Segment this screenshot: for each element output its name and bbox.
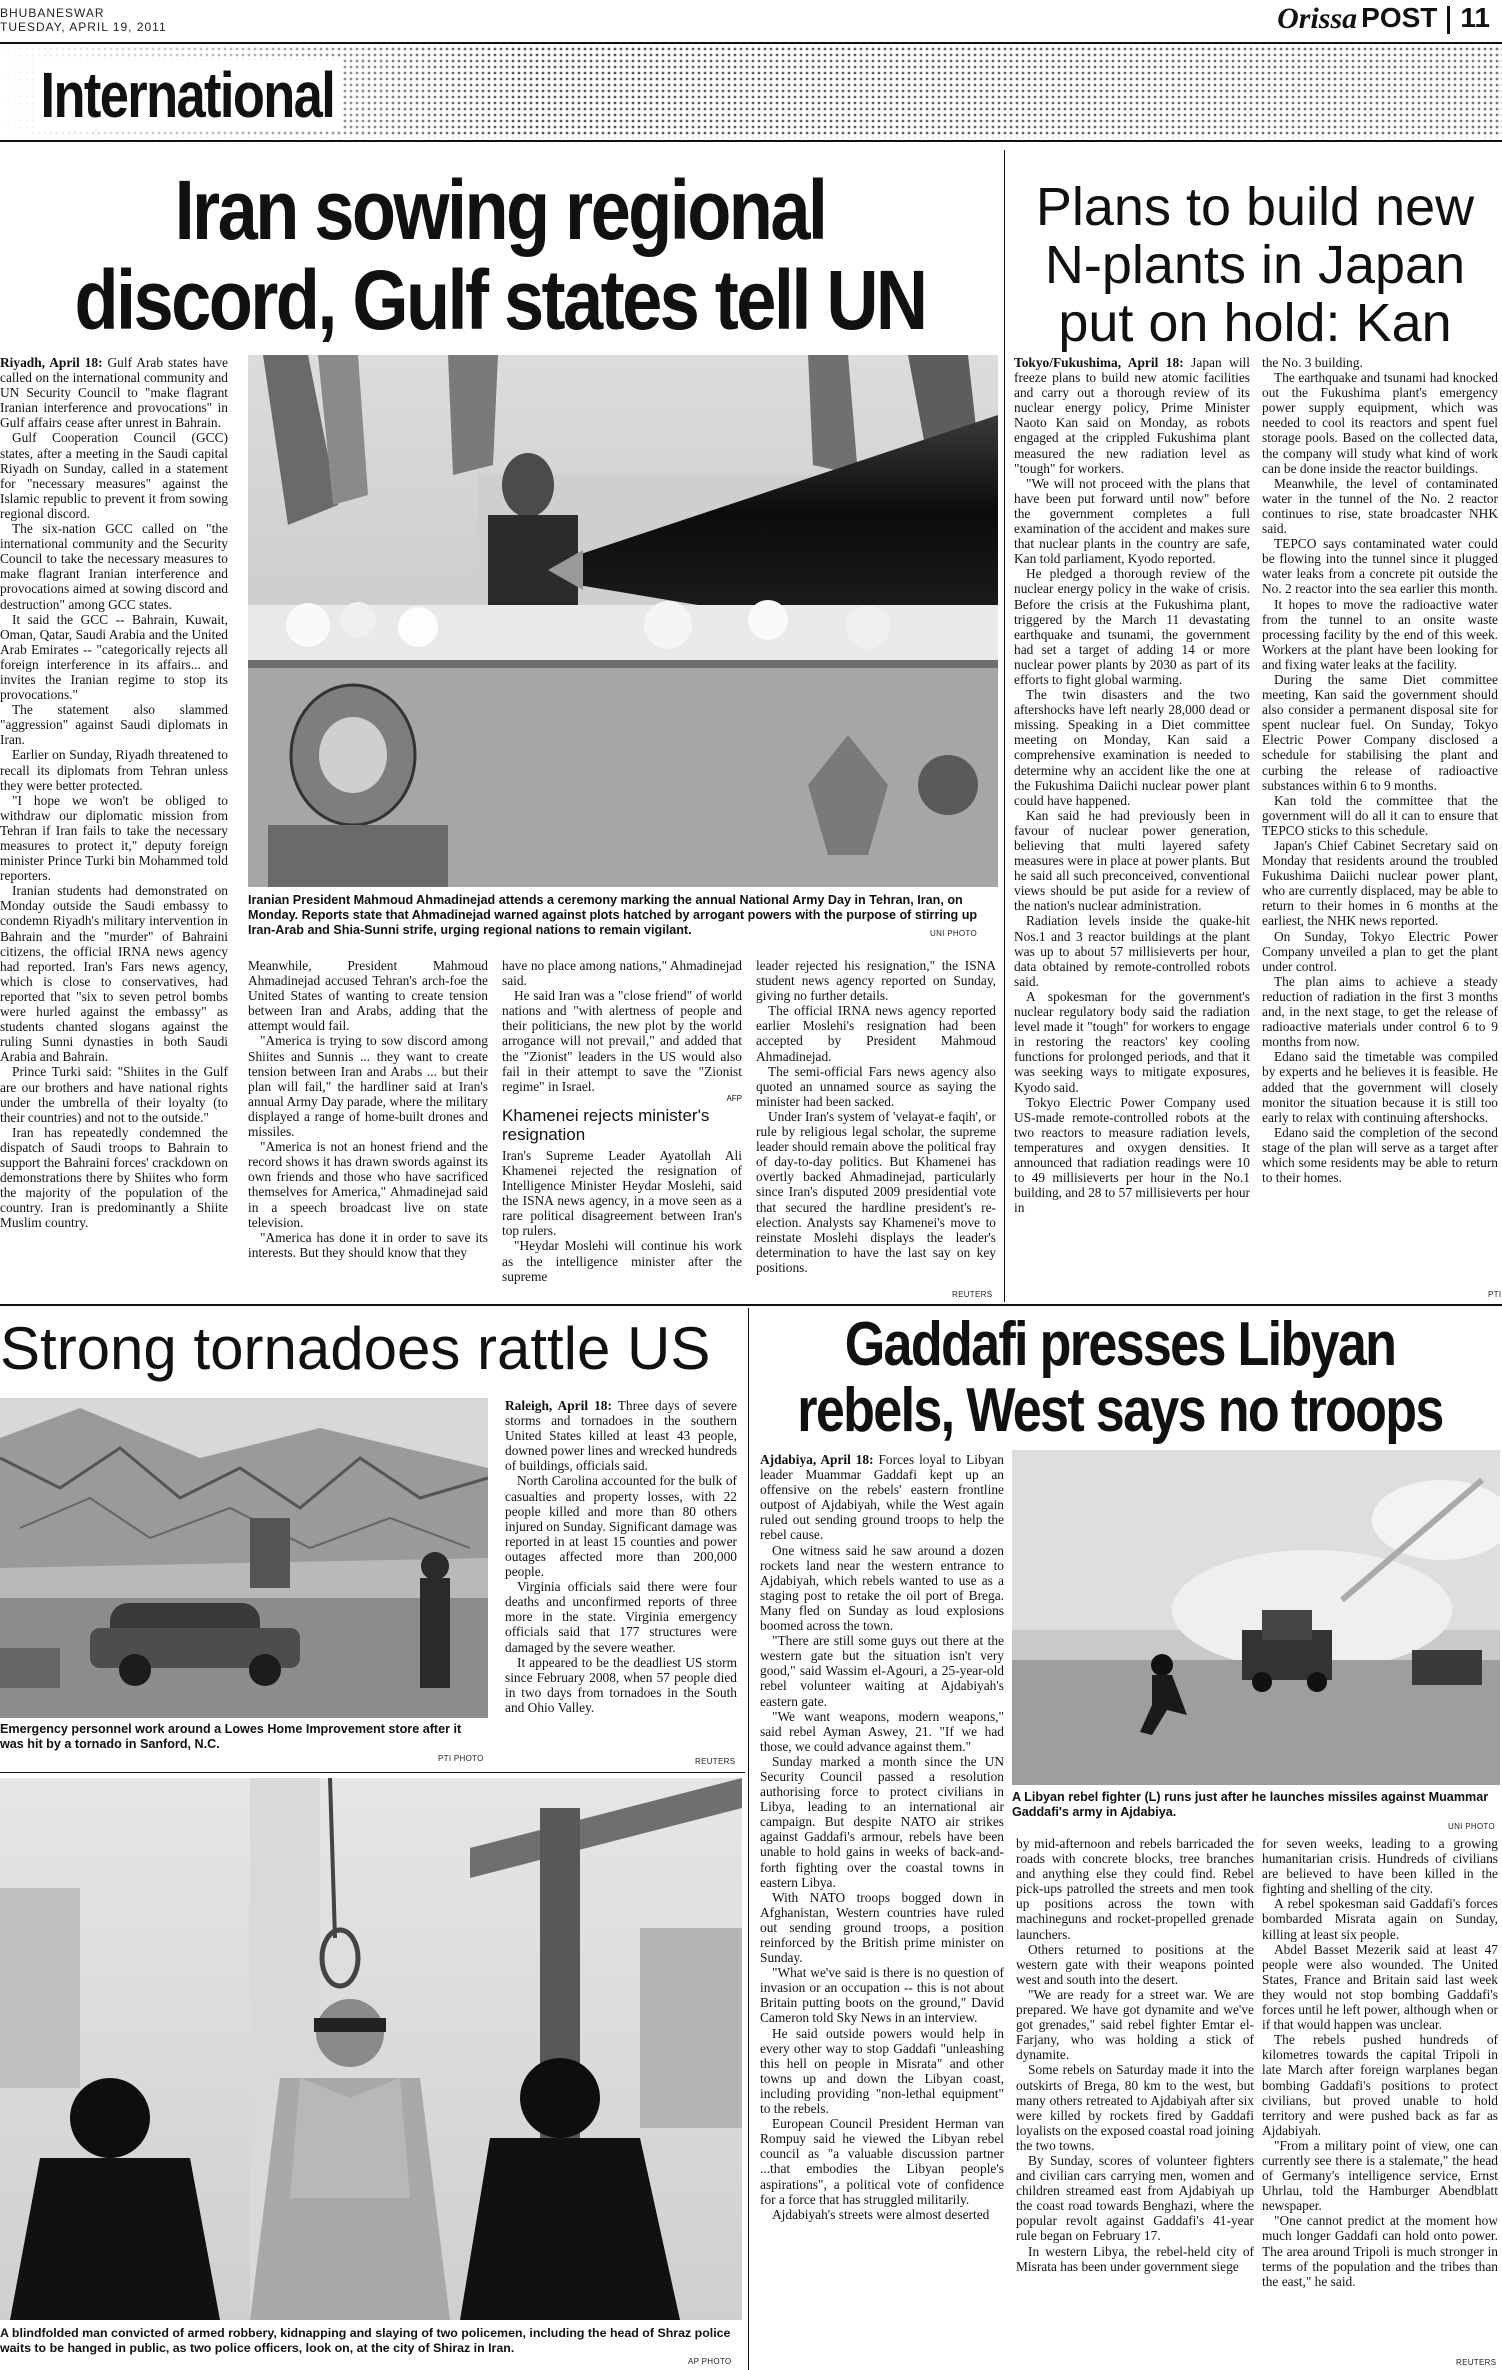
iran-paragraph: The statement also slammed "aggression" against Saudi diplomats in Iran.: [0, 702, 228, 748]
iran-paragraph: "America is not an honest friend and the record shows it has drawn swords against its own friends and those who have sacrificed themselves for America," Ahmadinejad said in a speech broadcast live on state television.: [248, 1139, 488, 1230]
libya-paragraph: "One cannot predict at the moment how much longer Gaddafi can hold onto power. The area around Tripoli is much stronger in terms of the population and the tribes than the east," he said.: [1262, 2213, 1498, 2289]
tornado-photo: [0, 1398, 488, 1718]
libya-paragraph: by mid-afternoon and rebels barricaded the roads with concrete blocks, tree branches and anything else they could find. Rebel pick-ups patrolled the streets and men took up positions across the town with machineguns and rocket-propelled grenade launchers.: [1016, 1836, 1254, 1942]
japan-headline-line2: N-plants in Japan: [1044, 235, 1466, 295]
tornado-paragraph: It appeared to be the deadliest US storm since February 2008, when 57 people died in two days from tornadoes in the South and Ohio Valley.: [505, 1654, 737, 1715]
dateline-city: BHUBANESWAR: [0, 6, 105, 20]
iran-paragraph: Earlier on Sunday, Riyadh threatened to recall its diplomats from Tehran unless they were better protected.: [0, 747, 228, 793]
tornado-headline: Strong tornadoes rattle US: [0, 1315, 711, 1382]
libya-paragraph: Ajdabiyah's streets were almost deserted: [772, 2206, 990, 2222]
iran-paragraph: Iran has repeatedly condemned the dispatch of Saudi troops to Bahrain to support the Bahraini forces' crackdown on demonstrations there by Shiites who form the majority of the population of the country. Iran is predominantly a Shiite Muslim country.: [0, 1124, 228, 1231]
iran-paragraph: Gulf Cooperation Council (GCC) states, after a meeting in the Saudi capital Riyadh on Sunday, called in a statement for "necessary measures" against the Islamic republic to prevent it from sowing regional discord.: [0, 430, 228, 521]
libya-paragraph: "From a military point of view, one can currently see there is a stalemate," the head of Germany's intelligence service, Ernst Uhrlau, told the Hamburger Abendblatt newspaper.: [1262, 2137, 1498, 2214]
tornado-paragraph: Virginia officials said there were four deaths and unconfirmed reports of three more in the state. Virginia emergency officials said that 177 structures were damaged by the severe weather.: [505, 1579, 737, 1655]
libya-headline-line2: rebels, West says no troops: [797, 1376, 1443, 1445]
hanging-photo-credit: AP PHOTO: [688, 2357, 732, 2366]
japan-column-2: [1262, 355, 1498, 1300]
paper-brand: [1277, 2, 1490, 42]
libya-paragraph: With NATO troops bogged down in Afghanistan, Western countries have ruled out sending ground troops, a position reinforced by the British prime minister on Sunday.: [760, 1889, 1004, 1966]
iran-paragraph: The official IRNA news agency reported earlier Moslehi's resignation had been accepted by President Mahmoud Ahmadinejad.: [756, 1003, 996, 1064]
libya-paragraph: He said outside powers would help in every other way to stop Gaddafi "unleashing this hell on people in Misrata" and other towns up and down the Libyan coast, including providing "non-lethal equipment" to the rebels.: [760, 2025, 1004, 2117]
iran-column-2: [248, 958, 488, 1300]
iran-subhead: Khamenei rejects minister's resignation: [502, 1105, 710, 1144]
libya-paragraph: "There are still some guys out there at the western gate but the situation isn't very good," said Wassim el-Agouri, a 25-year-old rebel volunteer waiting at Ajdabiyah's eastern gate.: [760, 1633, 1004, 1709]
tornado-column: [505, 1398, 737, 1768]
iran-paragraph: Prince Turki said: "Shiites in the Gulf are our brothers and have national rights under the umbrella of their loyalty (to their countries) and not to the outside.": [0, 1064, 228, 1125]
tornado-paragraph: North Carolina accounted for the bulk of casualties and property losses, with 22 people killed and more than 80 others injured on Sunday. Significant damage was reported in at least 15 counties and power outages affected more than 200,000 people.: [505, 1473, 737, 1580]
hanging-photo-caption: A blindfolded man convicted of armed robbery, kidnapping and slaying of two policemen, including the head of Shraz police waits to be hanged in public, as two police officers, look on, at the city of Shiraz in Iran.: [0, 2326, 731, 2355]
libya-paragraph: "We want weapons, modern weapons," said rebel Ayman Aswey, 21. "If we had those, we could advance against them.": [760, 1708, 1004, 1754]
iran-paragraph: "America has done it in order to save its interests. But they should know that they: [248, 1229, 488, 1260]
iran-photo-credit: UNI PHOTO: [930, 929, 978, 938]
iran-paragraph: Under Iran's system of 'velayat-e faqih', or rule by religious legal scholar, the supreme leader should remain above the political fray of day-to-day politics. But Khamenei has overtly backed Ahmadinejad, particularly since Iran's disputed 2009 presidential vote that secured the hardline president's re-election. Analysts say Khamenei's move to reinstate Moslehi displays the leader's determination to have the last say on key positions.: [756, 1108, 996, 1275]
libya-paragraph: In western Libya, the rebel-held city of Misrata has been under government siege: [1016, 2243, 1254, 2274]
japan-column-1: [1014, 355, 1250, 1300]
libya-column-3: [1262, 1836, 1498, 2368]
libya-dateline: Ajdabiya, April 18:: [760, 1452, 874, 1467]
libya-paragraph: for seven weeks, leading to a growing humanitarian crisis. Hundreds of civilians are believed to have been killed in the fighting and shelling of the city.: [1262, 1836, 1498, 1897]
iran-paragraph: "America is trying to sow discord among Shiites and Sunnis ... they want to create tension between Iran and Arabs ... but their plan will fail," the hardliner said at Iran's annual Army Day parade, where the military displayed a range of home-built drones and missiles.: [248, 1033, 488, 1140]
page-number: 11: [1460, 2, 1490, 33]
libya-headline-line1: Gaddafi presses Libyan: [844, 1310, 1396, 1379]
paper-name-post: POST: [1361, 2, 1438, 33]
iran-paragraph: Iran's Supreme Leader Ayatollah Ali Khamenei rejected the resignation of Intelligence Minister Heydar Moslehi, said the ISNA news agency, in a move seen as a rare political disagreement between Iran's top rulers.: [502, 1147, 742, 1239]
japan-paragraph: Radiation levels inside the quake-hit Nos.1 and 3 reactor buildings at the plant was up to about 57 millisieverts per hour, data obtained by remote-controlled robots said.: [1014, 913, 1250, 989]
iran-paragraph: He said Iran was a "close friend" of world nations and "with alertness of people and their politicians, the new plot by the world arrogance will not prevail," and added that the "Zionist" leaders in the US would also fail in their attempt to save the "Zionist regime" in Israel.: [502, 988, 742, 1094]
iran-afp-credit: AFP: [726, 1093, 742, 1103]
iran-paragraph: have no place among nations," Ahmadinejad said.: [502, 958, 742, 989]
tornado-paragraph: Three days of severe storms and tornadoes in the southern United States killed at least 43 people, downed power lines and wrecked hundreds of buildings, officials said.: [505, 1398, 737, 1474]
libya-photo-caption: A Libyan rebel fighter (L) runs just after he launches missiles against Muammar Gaddafi's army in Ajdabiya.: [1012, 1790, 1489, 1819]
libya-column-1: [760, 1452, 1004, 2368]
japan-paragraph: It hopes to move the radioactive water from the tunnel to an onsite waste processing facility by the end of this week. Workers at the plant have been looking for and fixing water leaks at the facility.: [1262, 596, 1498, 672]
japan-paragraph: A spokesman for the government's nuclear regulatory body said the radiation level made it "tough" for workers to engage in restoring the reactors' key cooling functions for prolonged periods, and that it was seeking ways to mitigate exposures, Kyodo said.: [1014, 988, 1250, 1095]
dateline-date: TUESDAY, APRIL 19, 2011: [0, 20, 167, 34]
libya-paragraph: European Council President Herman van Rompuy said he viewed the Libyan rebel council as "a valuable discussion partner ...that embodies the Libyan people's aspirations", a political vote of confidence for a force that has struggled militarily.: [760, 2116, 1004, 2207]
iran-column-1: [0, 355, 228, 1300]
libya-paragraph: Sunday marked a month since the UN Security Council passed a resolution authorising force to protect civilians in Libya, leading to an international air campaign. But despite NATO air strikes against Gaddafi's armour, rebels have been unable to hold gains in weeks of back-and-forth fighting over the coastal towns in eastern Libya.: [760, 1753, 1004, 1890]
japan-paragraph: The twin disasters and the two aftershocks have left nearly 28,000 dead or missing. Speaking in a Diet committee meeting on Monday, Kan said a comprehensive examination is needed to determine why an accident like the one at the Fukushima Daiichi nuclear power plant could have happened.: [1014, 687, 1250, 808]
japan-paragraph: the No. 3 building.: [1262, 355, 1363, 370]
tornado-photo-caption: Emergency personnel work around a Lowes Home Improvement store after it was hit by a tornado in Sanford, N.C.: [0, 1722, 462, 1751]
japan-paragraph: Tokyo Electric Power Company used US-made remote-controlled robots at the two reactors to measure radiation levels, temperatures and oxygen densities. It announced that radiation readings were 10 to 49 millisieverts per hour in the No.1 building, and 28 to 57 millisieverts per hour in: [1014, 1094, 1250, 1216]
iran-paragraph: Gulf Arab states have called on the international community and UN Security Council to "make flagrant Iranian interference and provocations" in Gulf affairs cease after unrest in Bahrain.: [0, 355, 228, 431]
japan-paragraph: During the same Diet committee meeting, Kan said the government should also consider a permanent disposal site for spent nuclear fuel. On Sunday, Tokyo Electric Power Company disclosed a schedule for stabilising the plant and curbing the release of radioactive substances within 6 to 9 months.: [1262, 671, 1498, 793]
tornado-photo-credit: PTI PHOTO: [438, 1754, 484, 1763]
iran-paragraph: leader rejected his resignation," the ISNA student news agency reported on Sunday, giving no further details.: [756, 958, 996, 1004]
libya-credit: REUTERS: [1456, 2358, 1497, 2367]
japan-paragraph: Japan's Chief Cabinet Secretary said on Monday that residents around the troubled Fukushima Daiichi nuclear power plant, who are currently displaced, may be able to return to their homes in 6 months at the earliest, the NHK news reported.: [1262, 838, 1498, 929]
iran-dateline: Riyadh, April 18:: [0, 355, 103, 370]
iran-paragraph: Meanwhile, President Mahmoud Ahmadinejad accused Tehran's arch-foe the United States of wanting to create tension between Iran and Arabs, adding that the attempt would fail.: [248, 958, 488, 1034]
iran-column-4: [756, 958, 996, 1300]
iran-paragraph: The semi-official Fars news agency also quoted an unnamed source as saying the minister had been sacked.: [756, 1063, 996, 1109]
iran-column-3: [502, 958, 742, 1300]
iran-photo-caption: Iranian President Mahmoud Ahmadinejad attends a ceremony marking the annual National Army Day in Tehran, Iran, on Monday. Reports state that Ahmadinejad warned against plots hatched by arrogant powers with the purpose of stirring up Iran-Arab and Shia-Sunni strife, urging regional nations to remain vigilant.: [248, 893, 978, 937]
japan-paragraph: On Sunday, Tokyo Electric Power Company unveiled a plan to get the plant under control.: [1262, 928, 1498, 974]
iran-photo: [248, 355, 998, 887]
libya-photo-credit: UNI PHOTO: [1448, 1822, 1496, 1831]
iran-headline-line1: Iran sowing regional: [174, 163, 826, 257]
libya-photo: [1012, 1450, 1500, 1785]
japan-headline-line1: Plans to build new: [1035, 177, 1475, 237]
libya-column-2: [1016, 1836, 1254, 2368]
libya-paragraph: One witness said he saw around a dozen rockets land near the western entrance to Ajdabiyah, which rebels wanted to use as a staging post to retake the oil port of Brega. Many fled on Sunday as loud explosions boomed across the town.: [760, 1542, 1004, 1634]
japan-paragraph: "We will not proceed with the plans that have been put forward until now" before the government completes a full examination of the accident and makes sure that nuclear plants in the country are safe, Kan told parliament, Kyodo reported.: [1014, 475, 1250, 567]
iran-paragraph: Iranian students had demonstrated on Monday outside the Saudi embassy to condemn Riyadh's military intervention in Bahrain and the "murder" of Bahraini citizens, the official IRNA news agency had reported. Iran's Fars news agency, which is close to conservatives, had reported that "six to seven petrol bombs were hurled against the embassy" as students chanted slogans against the ruling Sunni dynasties in both Saudi Arabia and Bahrain.: [0, 883, 228, 1065]
libya-paragraph: "We are ready for a street war. We are prepared. We have got dynamite and we've got grenades," said rebel fighter Emtar el-Farjany, who was holding a stick of dynamite.: [1016, 1986, 1254, 2063]
libya-paragraph: Abdel Basset Mezerik said at least 47 people were also wounded. The United States, France and Britain said last week they would not stop bombing Gaddafi's forces until he left power, although when or if that would happen was unclear.: [1262, 1941, 1498, 2033]
section-title: International: [34, 60, 341, 130]
japan-paragraph: Japan will freeze plans to build new atomic facilities and carry out a thorough review of its nuclear energy policy, Prime Minister Naoto Kan said on Monday, as robots engaged at the crippled Fukushima plant measured the new radiation level as "tough" for workers.: [1014, 355, 1250, 476]
japan-paragraph: The earthquake and tsunami had knocked out the Fukushima plant's emergency power supply equipment, which was needed to cool its reactors and spent fuel storage pools. Based on the collected data, the company will study what kind of work can be done inside the reactor buildings.: [1262, 370, 1498, 476]
libya-paragraph: By Sunday, scores of volunteer fighters and civilian cars carrying men, women and children streamed east from Ajdabiyah up the coast road towards Benghazi, where the popular revolt against Gaddafi's 41-year rule began on February 17.: [1016, 2152, 1254, 2244]
paper-name-orissa: Orissa: [1277, 2, 1358, 35]
iran-paragraph: The six-nation GCC called on "the international community and the Security Council to take the necessary measures to make flagrant Iranian interference and provocations aimed at sowing discord and destruction" among GCC states.: [0, 521, 228, 612]
japan-paragraph: Meanwhile, the level of contaminated water in the tunnel of the No. 2 reactor continues to rise, state broadcaster NHK said.: [1262, 475, 1498, 537]
iran-paragraph: It said the GCC -- Bahrain, Kuwait, Oman, Qatar, Saudi Arabia and the United Arab Emirates -- "categorically rejects all foreign interference in its affairs... and invites the Iranian regime to stop its provocations.": [0, 611, 228, 703]
japan-paragraph: He pledged a thorough review of the nuclear energy policy in the wake of crisis. Before the crisis at the Fukushima plant, triggered by the March 11 devastating earthquake and tsunami, the government had set a target of adding 14 or more nuclear power plants by 2030 as part of its efforts to fight global warming.: [1014, 566, 1250, 687]
japan-headline-line3: put on hold: Kan: [1058, 293, 1452, 353]
iran-headline-line2: discord, Gulf states tell UN: [74, 253, 926, 347]
japan-paragraph: TEPCO says contaminated water could be flowing into the tunnel since it plugged water leaks from a concrete pit outside the No. 2 reactor into the sea earlier this month.: [1262, 536, 1498, 597]
japan-credit: PTI: [1488, 1290, 1502, 1299]
libya-paragraph: Some rebels on Saturday made it into the outskirts of Brega, 80 km to the west, but many others retreated to Ajdabiyah after six were killed by rockets fired by Gaddafi loyalists on the exposed coastal road joining the two towns.: [1016, 2062, 1254, 2153]
iran-paragraph: "Heydar Moslehi will continue his work as the intelligence minister after the supreme: [502, 1238, 742, 1284]
libya-paragraph: A rebel spokesman said Gaddafi's forces bombarded Misrata again on Sunday, killing at least six people.: [1262, 1896, 1498, 1942]
hanging-photo: [0, 1778, 742, 2320]
iran-paragraph: "I hope we won't be obliged to withdraw our diplomatic mission from Tehran if Iran fails to take the necessary measures to protect it," deputy foreign minister Prince Turki bin Mohammed told reporters.: [0, 792, 228, 884]
japan-dateline: Tokyo/Fukushima, April 18:: [1014, 355, 1184, 370]
tornado-credit: REUTERS: [695, 1757, 736, 1766]
japan-paragraph: Kan told the committee that the government will do all it can to ensure that TEPCO sticks to this schedule.: [1262, 792, 1498, 838]
libya-paragraph: The rebels pushed hundreds of kilometres towards the capital Tripoli in late March after foreign warplanes began bombing Gaddafi's positions to protect civilians, but proved unable to hold territory and were pushed back as far as Ajdabiyah.: [1262, 2032, 1498, 2138]
iran-reuters-credit: REUTERS: [952, 1290, 993, 1299]
tornado-dateline: Raleigh, April 18:: [505, 1398, 612, 1413]
japan-paragraph: Kan said he had previously been in favour of nuclear power generation, believing that multi layered safety measures were in place at power plants. But he said all such preconceived, conventional views should be put aside for a review of the nation's nuclear administration.: [1014, 807, 1250, 914]
japan-paragraph: Edano said the timetable was compiled by experts and he believes it is feasible. He added that the government will closely monitor the situation because it is still too early to relax with continuing aftershocks.: [1262, 1049, 1498, 1125]
japan-paragraph: The plan aims to achieve a steady reduction of radiation in the first 3 months and, in the next stage, to get the release of radioactive materials under control 6 to 9 months from now.: [1262, 973, 1498, 1050]
libya-paragraph: Forces loyal to Libyan leader Muammar Gaddafi kept up an offensive on the rebels' eastern frontline outpost of Ajdabiyah, while the West again ruled out sending ground troops to help the rebel cause.: [760, 1452, 1004, 1543]
libya-paragraph: "What we've said is there is no question of invasion or an occupation -- this is not about Britain putting boots on the ground," David Cameron told Sky News in an interview.: [760, 1965, 1004, 2026]
japan-paragraph: Edano said the completion of the second stage of the plan will serve as a target after which some residents may be able to return to their homes.: [1262, 1124, 1498, 1186]
libya-paragraph: Others returned to positions at the western gate with their weapons pointed west and south into the desert.: [1016, 1941, 1254, 1987]
